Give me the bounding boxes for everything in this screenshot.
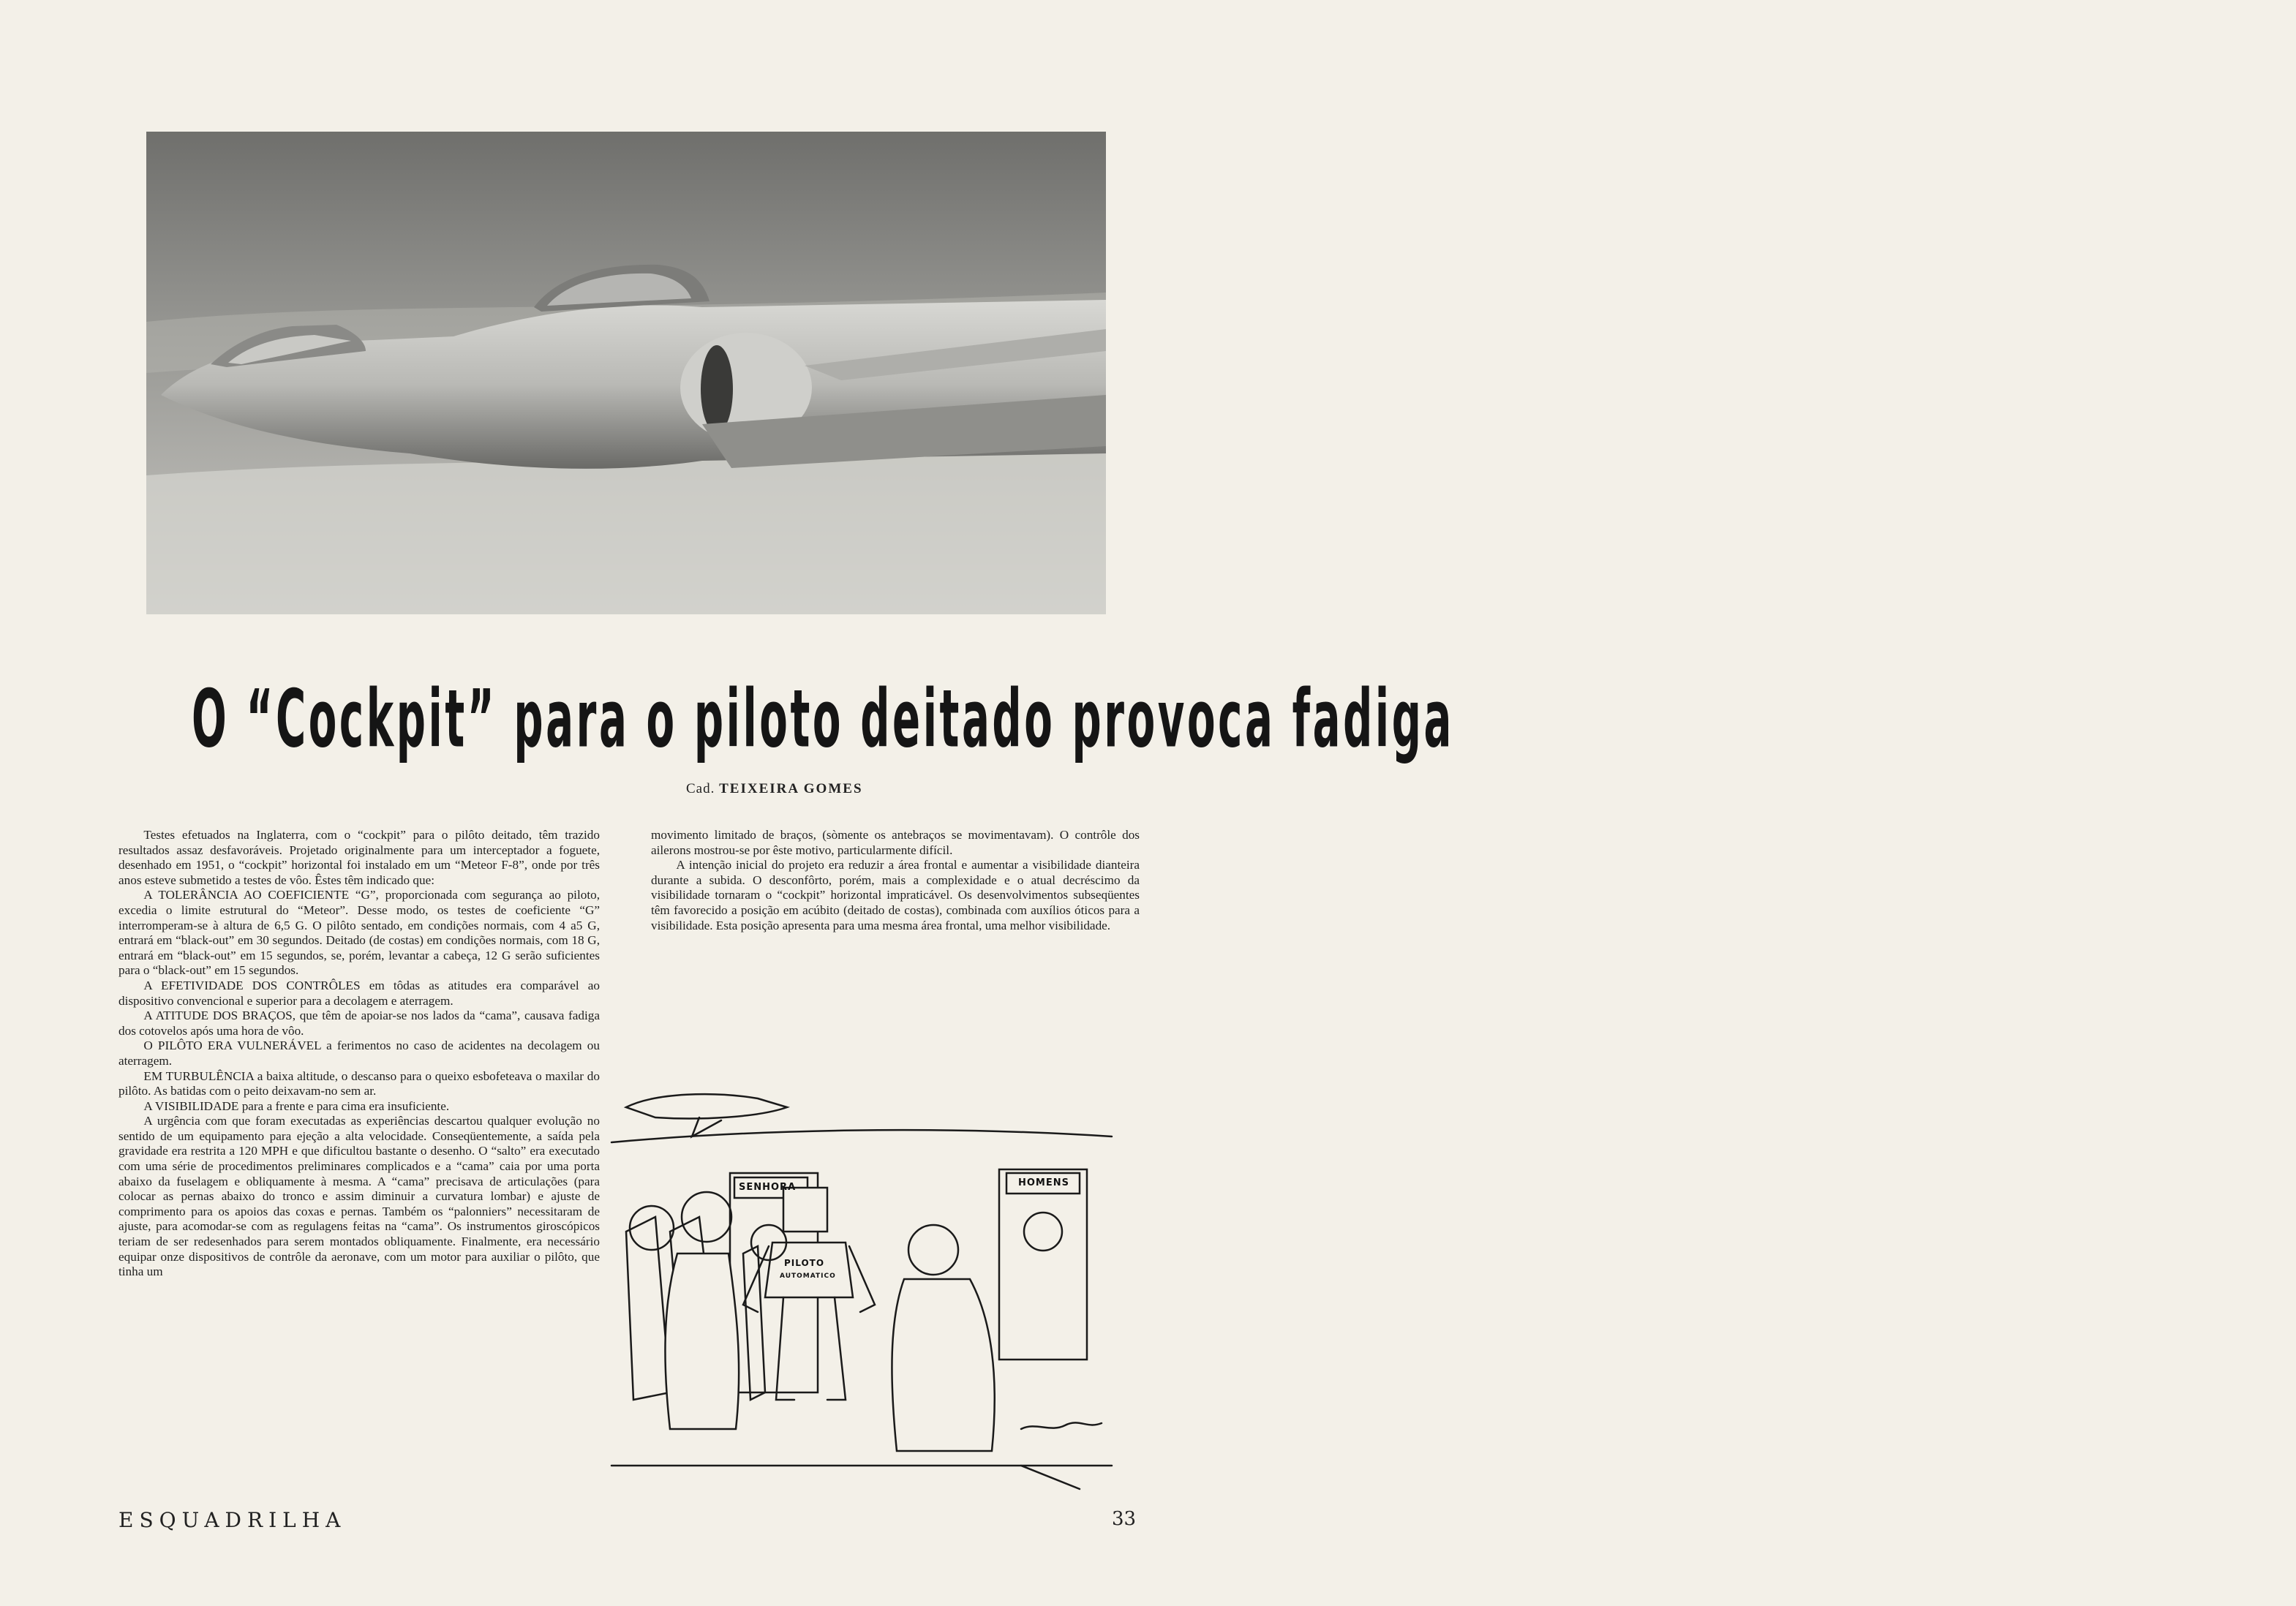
paragraph: A TOLERÂNCIA AO COEFICIENTE “G”, proporcionada com segurança ao piloto, excedia o limite estrutural do “Meteor”. Desse modo, os testes de coeficiente “G” interromperam-se à altura de 6,5 G. O pilôto sentado, em condições normais, com 4 a5 G, entrará em “black-out” em 30 segundos. Deitado (de costas) em condições normais, com 18 G, entrará em “black-out” em 15 segundos, se, porém, levantar a cabeça, 12 G serão suficientes para o “black-out” em 15 segundos. <box>118 888 600 978</box>
body-column-left <box>118 828 600 1280</box>
byline <box>686 781 979 797</box>
paragraph: Testes efetuados na Inglaterra, com o “cockpit” para o pilôto deitado, têm trazido resultados assaz desfavoráveis. Projetado originalmente para um interceptador a foguete, desenhado em 1951, o “cockpit” horizontal foi instalado em um “Meteor F-8”, onde por três anos esteve submetido a testes de vôo. Êstes têm indicado que: <box>118 828 600 887</box>
article-title-text: O “Cockpit” para o piloto deitado provoca fadiga <box>192 671 1454 766</box>
paragraph: A VISIBILIDADE para a frente e para cima era insuficiente. <box>143 1098 450 1113</box>
body-column-right <box>651 828 1140 933</box>
paragraph: movimento limitado de braços, (sòmente os antebraços se movimentavam). O contrôle dos ailerons mostrou-se por êste motivo, particularmente difícil. <box>651 828 1140 857</box>
byline-prefix: Cad. <box>686 781 715 796</box>
cartoon-illustration <box>611 1085 1112 1489</box>
aircraft-photo <box>146 132 1106 614</box>
robot-label-line-1: PILOTO <box>784 1258 825 1268</box>
magazine-name: ESQUADRILHA <box>118 1508 347 1532</box>
cartoon-sign-left: SENHORA <box>739 1182 797 1193</box>
paragraph: A intenção inicial do projeto era reduzir a área frontal e aumentar a visibilidade dianteira durante a subida. O desconfôrto, porém, mais a complexidade e o atual decréscimo da visibilidade tornaram o “cockpit” horizontal impraticável. Os desenvolvimentos subseqüentes têm favorecido a posição em acúbito (deitado de costas), combinada com auxílios óticos para a visibilidade. Esta posição apresenta para uma mesma área frontal, uma melhor visibilidade. <box>651 858 1140 932</box>
cartoon-sign-right: HOMENS <box>1018 1177 1069 1188</box>
paragraph: A EFETIVIDADE DOS CONTRÔLES em tôdas as atitudes era comparável ao dispositivo convencional e superior para a decolagem e aterragem. <box>118 978 600 1008</box>
paragraph: A urgência com que foram executadas as experiências descartou qualquer evolução no sentido de um equipamento para ejeção a alta velocidade. Conseqüentemente, a saída pela gravidade era restrita a 120 MPH e que dificultou bastante o desenho. O “salto” era executado com uma série de procedimentos preliminares complicados e a “cama” caia por uma porta abaixo da fuselagem e obliquamente à mesma. A “cama” precisava de articulações (para colocar as pernas abaixo do tronco e assim diminuir a curvatura lombar) e ajuste de comprimento para os apoios das coxas e pernas. Também os “palonniers” necessitaram de ajuste, para acomodar-se com as regulagens feitas na “cama”. Os instrumentos giroscópicos teriam de ser redesenhados para serem montados obliquamente. Finalmente, era necessário equipar onze dispositivos de contrôle da aeronave, com um motor para auxiliar o pilôto, que tinha um <box>118 1114 600 1279</box>
robot-label-line-2: AUTOMATICO <box>780 1273 836 1280</box>
paragraph: A ATITUDE DOS BRAÇOS, que têm de apoiar-se nos lados da “cama”, causava fadiga dos cotovelos após uma hora de vôo. <box>118 1009 600 1038</box>
byline-author: TEIXEIRA GOMES <box>719 781 863 796</box>
article-title <box>192 671 1454 766</box>
page-number: 33 <box>1112 1508 1137 1530</box>
paragraph: O PILÔTO ERA VULNERÁVEL a ferimentos no caso de acidentes na decolagem ou aterragem. <box>118 1038 600 1068</box>
paragraph: EM TURBULÊNCIA a baixa altitude, o descanso para o queixo esbofeteava o maxilar do pilôto. As batidas com o peito deixavam-no sem ar. <box>118 1068 600 1098</box>
